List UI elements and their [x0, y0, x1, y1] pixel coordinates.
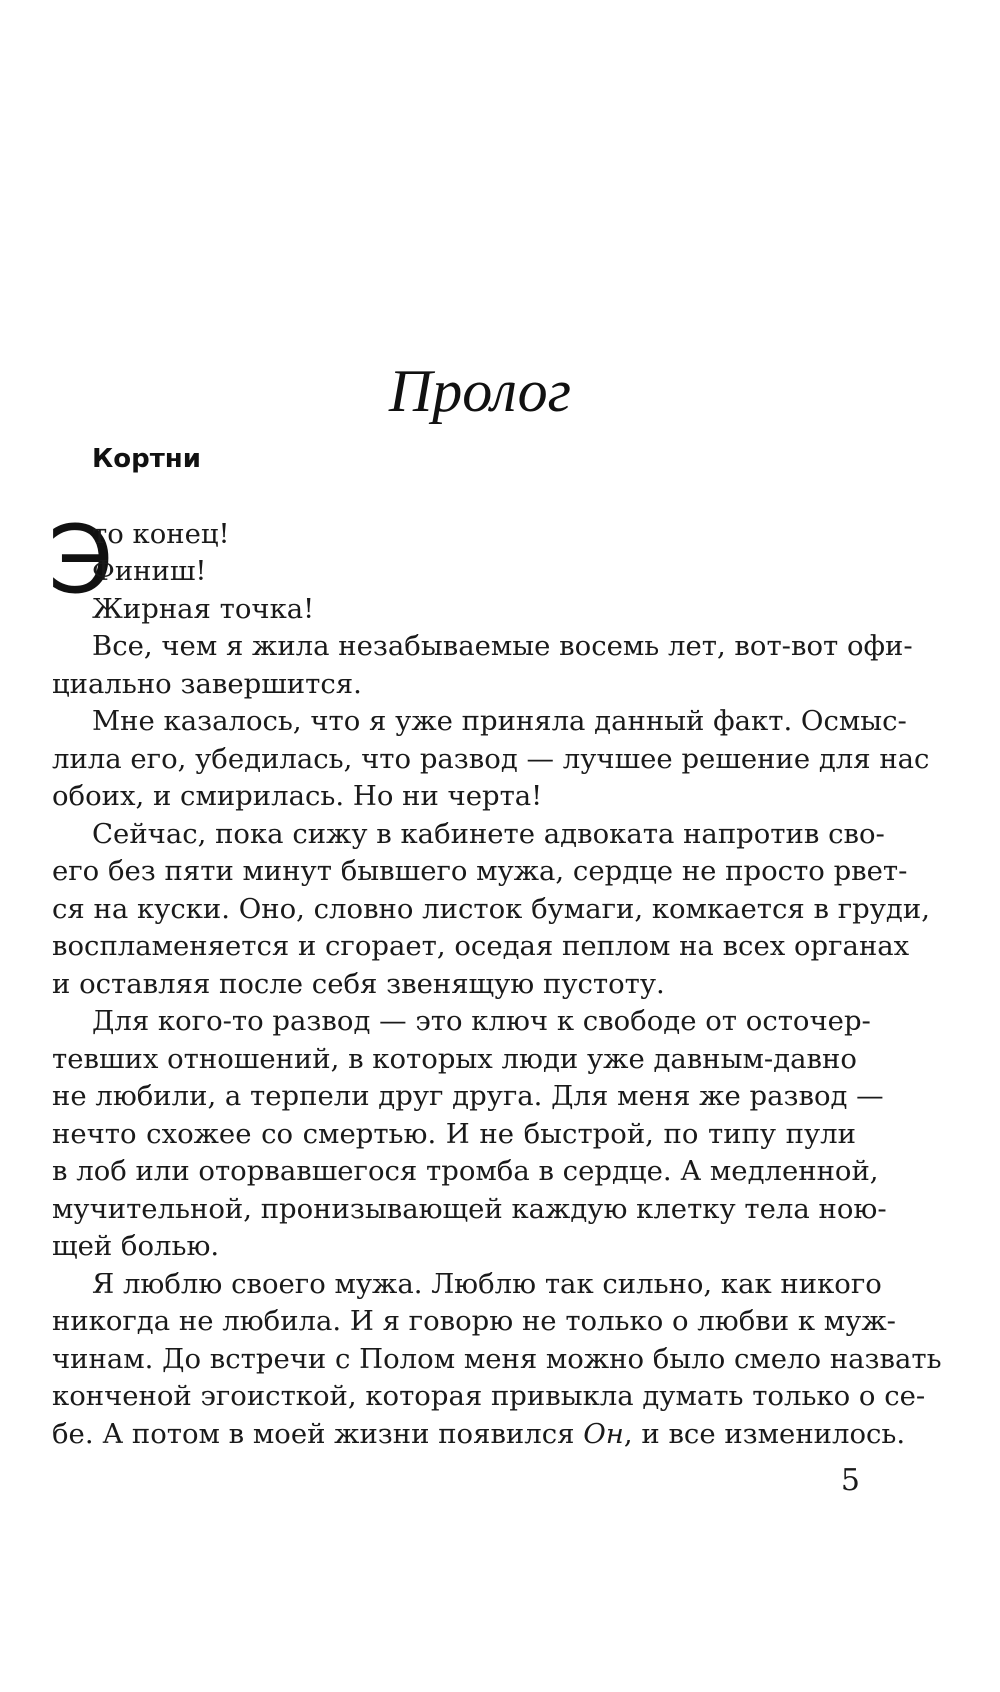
text-line: воспламеняется и сгорает, оседая пеплом на всех органах — [52, 930, 910, 962]
text-line: то конец! — [92, 518, 230, 550]
text-line: в лоб или оторвавшегося тромба в сердце. А медленной, — [52, 1155, 879, 1187]
drop-cap: Э — [48, 506, 114, 615]
emphasized-word: Он — [583, 1418, 624, 1450]
text-line: его без пяти минут бывшего мужа, сердце не просто рвет- — [52, 855, 908, 887]
text-line: и оставляя после себя звенящую пустоту. — [52, 968, 665, 1000]
text-line: циально завершится. — [52, 668, 362, 700]
text-line: нечто схожее со смертью. И не быстрой, по типу пули — [52, 1118, 856, 1150]
text-line: Для кого-то развод — это ключ к свободе от осточер- — [92, 1005, 871, 1037]
text-line: щей болью. — [52, 1230, 220, 1262]
text-line: чинам. До встречи с Полом меня можно было смело назвать — [52, 1343, 942, 1375]
text-segment: , и все изменилось. — [623, 1418, 906, 1450]
text-line: ся на куски. Оно, словно листок бумаги, комкается в груди, — [52, 893, 930, 925]
chapter-title: Пролог — [388, 358, 572, 424]
text-line: Жирная точка! — [92, 593, 315, 625]
text-line: лила его, убедилась, что развод — лучшее решение для нас — [52, 743, 930, 775]
text-line: обоих, и смирилась. Но ни черта! — [52, 780, 543, 812]
text-line: мучительной, пронизывающей каждую клетку тела ною- — [52, 1193, 887, 1225]
text-line: конченой эгоисткой, которая привыкла думать только о се- — [52, 1380, 926, 1412]
text-segment: бе. А потом в моей жизни появился — [52, 1418, 584, 1450]
text-line-last — [52, 1416, 906, 1454]
text-line: не любили, а терпели друг друга. Для меня же развод — — [52, 1080, 884, 1112]
text-line: Сейчас, пока сижу в кабинете адвоката напротив сво- — [92, 818, 885, 850]
text-line: Мне казалось, что я уже приняла данный факт. Осмыс- — [92, 705, 907, 737]
text-line: Все, чем я жила незабываемые восемь лет, вот-вот офи- — [92, 630, 913, 662]
text-line: тевших отношений, в которых люди уже давным-давно — [52, 1043, 857, 1075]
text-line: Я люблю своего мужа. Люблю так сильно, как никого — [92, 1268, 882, 1300]
pov-character-name: Кортни — [92, 444, 201, 474]
text-line: никогда не любила. И я говорю не только о любви к муж- — [52, 1305, 896, 1337]
text-line: Финиш! — [92, 555, 207, 587]
page-number: 5 — [840, 1463, 860, 1498]
